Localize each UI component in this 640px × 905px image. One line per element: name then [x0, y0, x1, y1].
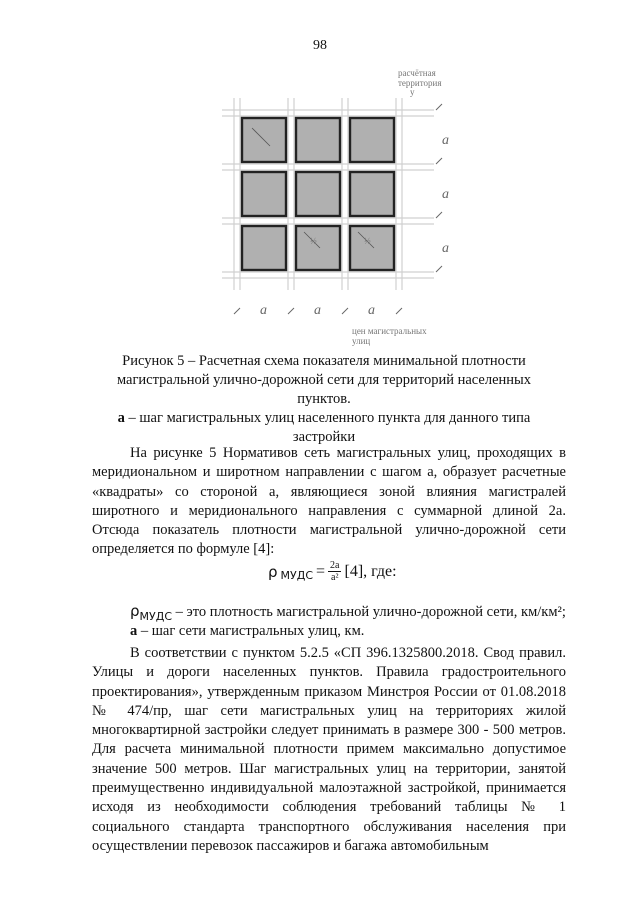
legend-text: – шаг магистральных улиц населенного пункта для данного типа: [124, 410, 531, 426]
half-a-mark: ½: [310, 236, 317, 246]
definition-text: – это плотность магистральной улично-дорожной сети, км/км²;: [172, 604, 566, 620]
dim-a-right: а: [442, 241, 449, 256]
rho-subscript: МУДС: [139, 610, 172, 623]
paragraph-text: На рисунке 5 Нормативов сеть магистральных улиц, проходящих в меридиональном и широтном направлении с шагом а, образует расчетные «квадраты» со стороной а, являющиеся зоной влияния магистралей широтного и меридионального направления с суммарной длиной 2а. Отсюда показатель плотности магистральной улично-дорожной сети определяется по формуле [4]:: [92, 445, 566, 558]
block: [242, 172, 286, 216]
rho-subscript: МУДС: [280, 569, 313, 582]
rho-symbol: ρ: [130, 602, 140, 620]
definition-symbol: а: [130, 623, 138, 640]
label-territory-2: территория: [398, 78, 442, 88]
grid-scheme-figure: [212, 62, 482, 352]
paragraph-text: В соответствии с пунктом 5.2.5 «СП 396.1325800.2018. Свод правил. Улицы и дороги населенных пунктов. Правила градостроительного проектирования», утвержденным приказом Минстроя России от 01.08.2018 № 474/пр, шаг сети магистральных улиц на территориях жилой многоквартирной застройки следует принимать в размере 300 - 500 метров. Для расчета минимальной плотности примем максимально допустимое значение 500 метров. Шаг магистральных улиц на территории, занятой преимущественно индивидуальной малоэтажной застройкой, принимается исходя из необходимости соблюдения требований таблицы № 1 социального стандарта транспортного обслуживания населения при осуществлении перевозок пассажиров и багажа автомобильным: [92, 645, 566, 854]
density-formula: [268, 560, 397, 583]
fraction: [328, 560, 341, 583]
definition-text: – шаг сети магистральных улиц, км.: [137, 623, 365, 640]
equals-sign: =: [316, 562, 326, 580]
block: [296, 118, 340, 162]
figure-caption: [84, 352, 564, 447]
body-paragraph-2: [92, 644, 566, 856]
caption-line: магистральной улично-дорожной сети для территорий населенных: [116, 372, 532, 388]
label-territory-3: у: [410, 87, 415, 97]
caption-legend: [84, 409, 564, 428]
dim-a-bottom: а: [368, 303, 375, 318]
formula-tail: [4], где:: [344, 562, 397, 580]
label-streets-2: улиц: [352, 336, 371, 346]
block: [296, 172, 340, 216]
block: [350, 226, 394, 270]
block: [242, 226, 286, 270]
caption-line: пунктов.: [297, 391, 351, 407]
label-territory-1: расчётная: [398, 68, 436, 78]
fraction-denominator: а²: [331, 572, 339, 583]
definitions: [92, 602, 566, 642]
definition-a: [92, 622, 566, 641]
caption-line: Рисунок 5 – Расчетная схема показателя минимальной плотности: [122, 353, 526, 369]
block: [350, 172, 394, 216]
dim-a-right: а: [442, 133, 449, 148]
dim-a-bottom: а: [314, 303, 321, 318]
legend-symbol: а: [117, 410, 125, 426]
label-streets-1: цен магистральных: [352, 326, 427, 336]
block: [296, 226, 340, 270]
fraction-numerator: 2а: [330, 560, 340, 571]
half-a-mark: ½: [364, 236, 371, 246]
caption-legend-cont: застройки: [292, 429, 356, 445]
dim-a-bottom: а: [260, 303, 267, 318]
definition-rho: [92, 602, 566, 622]
dim-a-right: а: [442, 187, 449, 202]
body-paragraph-1: [92, 444, 566, 560]
rho-symbol: ρ: [268, 562, 278, 581]
page-number: 98: [313, 38, 327, 53]
block: [350, 118, 394, 162]
